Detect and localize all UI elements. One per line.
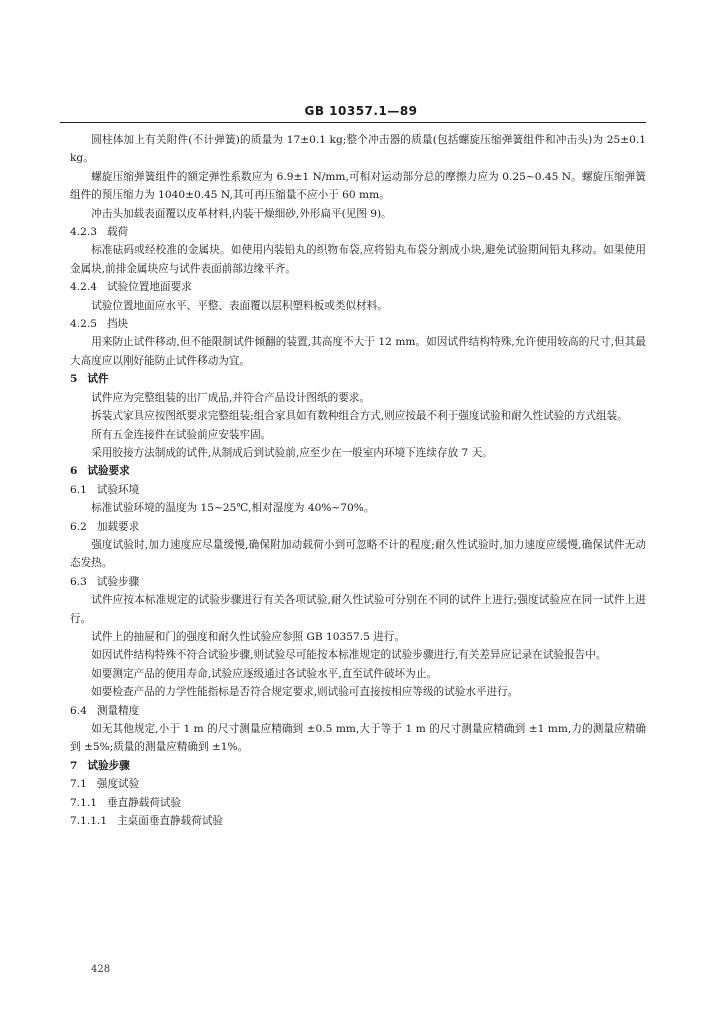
section-heading [70, 462, 646, 480]
heading-number: 7.1.1 [70, 796, 97, 809]
paragraph: 采用胶接方法制成的试件,从制成后到试验前,应至少在一般室内环境下连续存放 7 天。 [91, 446, 493, 459]
paragraph: 圆柱体加上有关附件(不计弹簧)的质量为 17±0.1 kg;整个冲击器的质量(包括螺旋压缩弹簧组件和冲击头)为 25±0.1 kg。 [70, 134, 646, 165]
paragraph: 所有五金连接件在试验前应安装牢固。 [91, 428, 272, 441]
subsection-heading [70, 812, 646, 830]
heading-number: 4.2.5 [70, 318, 97, 331]
heading-number: 7.1 [70, 778, 87, 791]
heading-text: 试验步骤 [87, 759, 130, 772]
subsection-heading [70, 223, 646, 241]
paragraph: 冲击头加载表面覆以皮革材料,内装干燥细砂,外形扁平(见图 9)。 [91, 207, 392, 220]
heading-number: 4.2.3 [70, 226, 97, 239]
heading-number: 6.2 [70, 520, 87, 533]
paragraph: 试件上的抽屉和门的强度和耐久性试验应参照 GB 10357.5 进行。 [91, 630, 405, 643]
heading-number: 6.1 [70, 483, 87, 496]
subsection-heading [70, 518, 646, 536]
heading-text: 测量精度 [96, 704, 140, 717]
subsection-heading [70, 573, 646, 591]
paragraph: 试件应为完整组装的出厂成品,并符合产品设计图纸的要求。 [91, 391, 370, 404]
heading-text: 主桌面垂直静载荷试验 [117, 815, 224, 828]
heading-text: 试件 [87, 373, 109, 386]
paragraph: 拆装式家具应按图纸要求完整组装;组合家具如有数种组合方式,则应按最不利于强度试验和耐久性试验的方式组装。 [91, 410, 628, 423]
paragraph: 螺旋压缩弹簧组件的额定弹性系数应为 6.9±1 N/mm,可相对运动部分总的摩擦力应为 0.25~0.45 N。螺旋压缩弹簧组件的预压缩力为 1040±0.45 N,其可再压缩量不应小于 60 mm。 [70, 170, 646, 202]
paragraph: 试件应按本标准规定的试验步骤进行有关各项试验,耐久性试验可分别在不同的试件上进行;强度试验应在同一试件上进行。 [70, 594, 646, 625]
heading-text: 挡块 [106, 318, 129, 331]
paragraph: 试验位置地面应水平、平整、表面覆以层积塑料板或类似材料。 [91, 299, 388, 312]
paragraph: 强度试验时,加力速度应尽量缓慢,确保附加动载荷小到可忽略不计的程度;耐久性试验时,加力速度应缓慢,确保试件无动态发热。 [70, 538, 646, 570]
heading-text: 试验位置地面要求 [106, 281, 192, 294]
paragraph: 用来防止试件移动,但不能限制试件倾翻的装置,其高度不大于 12 mm。如因试件结构特殊,允许使用较高的尺寸,但其最大高度应以刚好能防止试件移动为宜。 [70, 336, 646, 367]
heading-text: 试验环境 [96, 483, 140, 496]
page-number: 428 [91, 964, 111, 975]
heading-number: 4.2.4 [70, 281, 97, 294]
heading-text: 试验要求 [87, 465, 130, 478]
paragraph: 如要检查产品的力学性能指标是否符合规定要求,则试验可直接按相应等级的试验水平进行。 [91, 686, 519, 699]
subsection-heading [70, 794, 646, 812]
heading-number: 6.3 [70, 575, 87, 588]
section-heading [70, 757, 646, 775]
subsection-heading [70, 702, 646, 720]
subsection-heading [70, 278, 646, 296]
paragraph: 标准砝码或经校准的金属块。如使用内装铅丸的织物布袋,应将铅丸布袋分割成小块,避免试验期间铅丸移动。如果使用金属块,前排金属块应与试件表面前部边缘平齐。 [70, 244, 646, 275]
heading-number: 7 [70, 759, 78, 772]
paragraph: 如要测定产品的使用寿命,试验应逐级通过各试验水平,直至试件破坏为止。 [91, 667, 437, 680]
heading-text: 强度试验 [96, 778, 140, 791]
heading-number: 5 [70, 373, 78, 386]
paragraph: 标准试验环境的温度为 15~25℃,相对湿度为 40%~70%。 [91, 502, 375, 515]
subsection-heading [70, 315, 646, 333]
heading-number: 6.4 [70, 704, 87, 717]
paragraph: 如因试件结构特殊不符合试验步骤,则试验尽可能按本标准规定的试验步骤进行,有关差异应记录在试验报告中。 [91, 649, 607, 662]
heading-number: 6 [70, 465, 78, 478]
heading-text: 加载要求 [96, 520, 140, 533]
subsection-heading [70, 775, 646, 793]
heading-text: 垂直静载荷试验 [106, 796, 182, 809]
header-rule [60, 122, 646, 123]
document-body [70, 131, 646, 830]
heading-text: 试验步骤 [96, 575, 140, 588]
page-header: GB 10357.1—89 [304, 104, 418, 118]
section-heading [70, 370, 646, 388]
heading-number: 7.1.1.1 [70, 815, 108, 828]
heading-text: 载荷 [106, 226, 129, 239]
subsection-heading [70, 481, 646, 499]
paragraph: 如无其他规定,小于 1 m 的尺寸测量应精确到 ±0.5 mm,大于等于 1 m 的尺寸测量应精确到 ±1 mm,力的测量应精确到 ±5%;质量的测量应精确到 ±1%。 [70, 723, 646, 754]
